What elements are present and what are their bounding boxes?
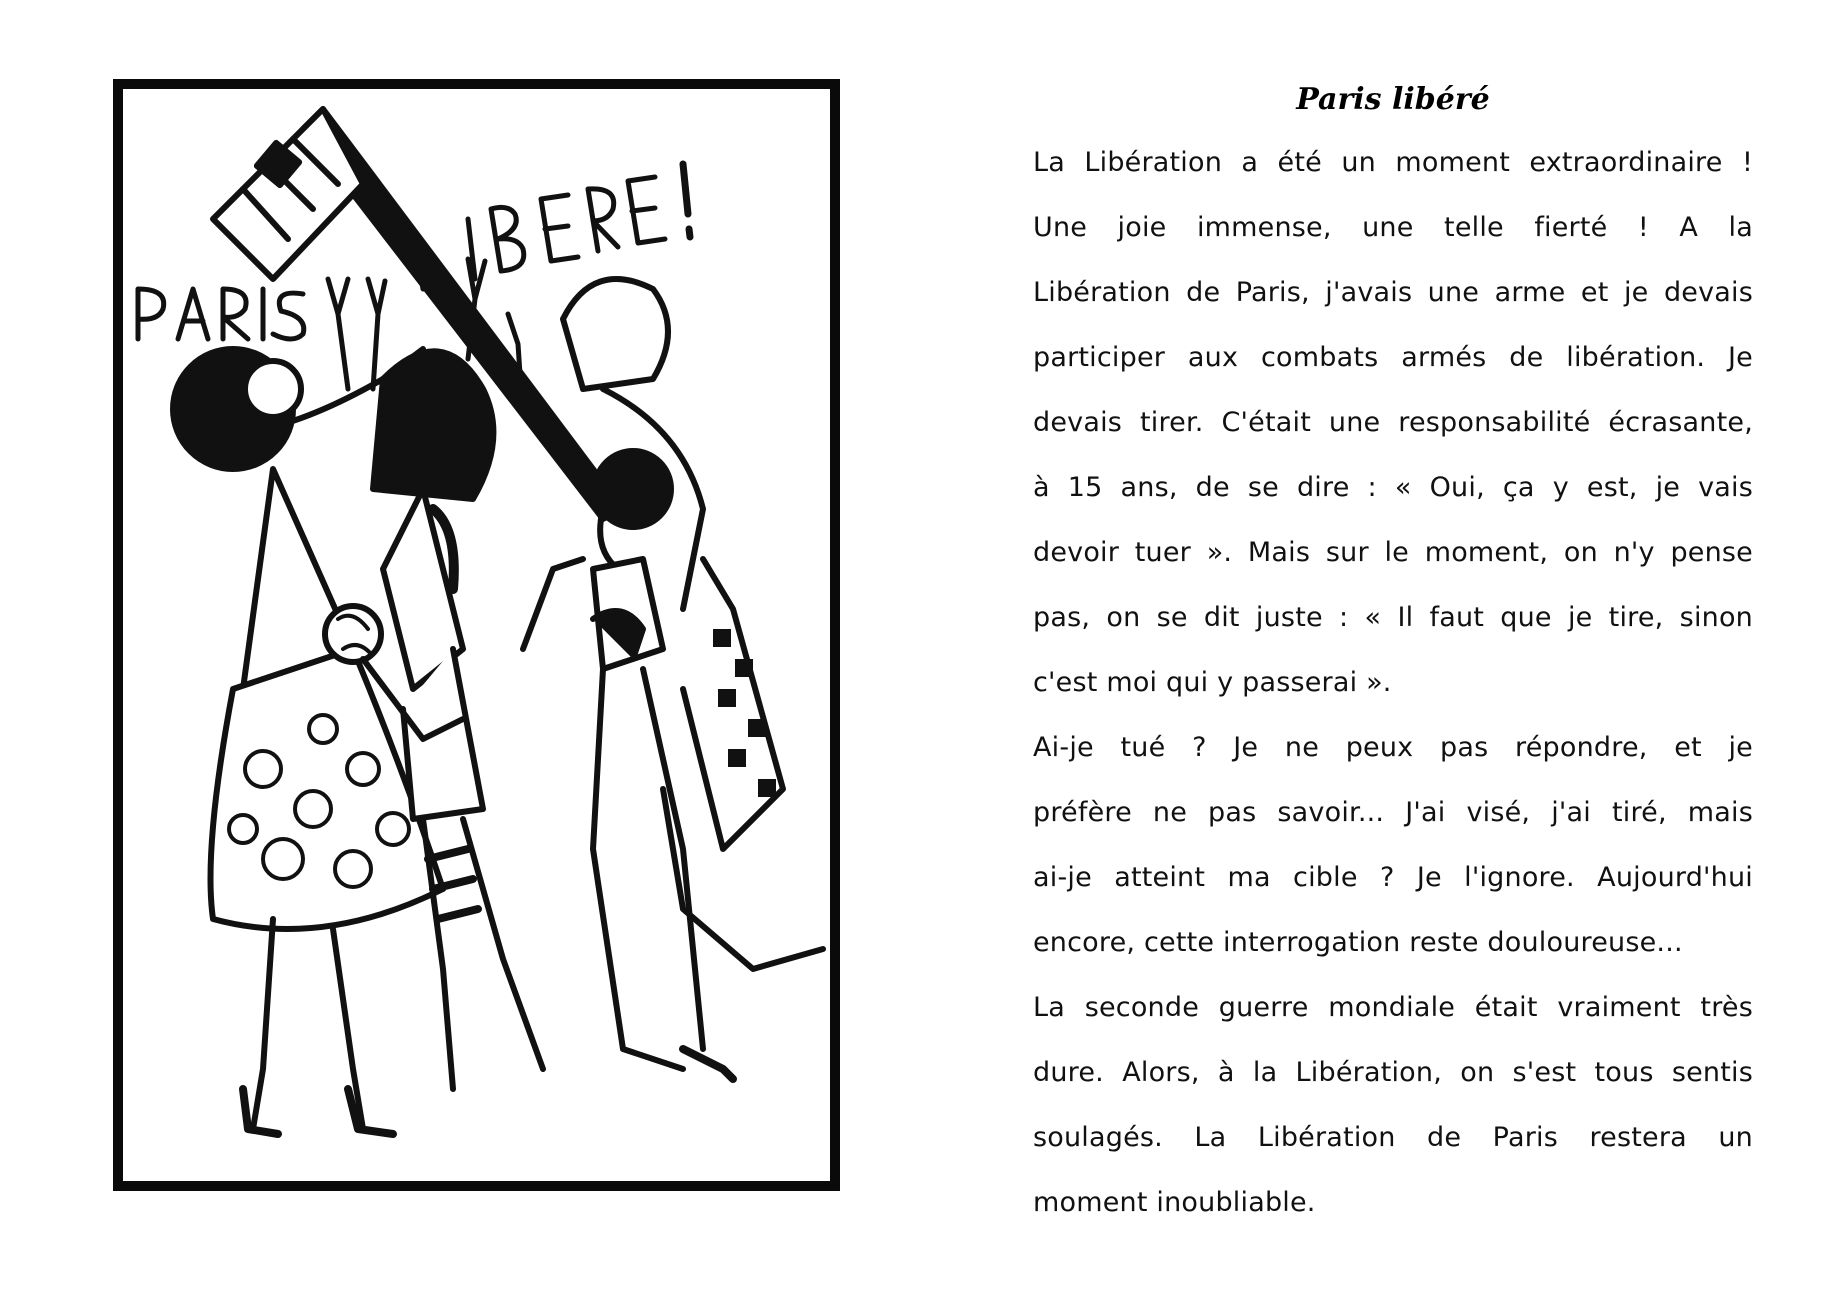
text-line: soulagés. La Libération de Paris restera un [1033, 1122, 1753, 1153]
text-line: devoir tuer ». Mais sur le moment, on n'y pense [1033, 537, 1753, 568]
text-line: moment inoubliable. [1033, 1187, 1316, 1218]
text-line: dure. Alors, à la Libération, on s'est tous sentis [1033, 1057, 1753, 1088]
article [1033, 72, 1753, 1235]
text-line: La seconde guerre mondiale était vraiment très [1033, 992, 1753, 1023]
illustration-frame [113, 79, 840, 1191]
illustration-drawing [123, 89, 830, 1181]
text-line: c'est moi qui y passerai ». [1033, 667, 1392, 698]
paragraph-1 [1033, 130, 1753, 715]
paragraph-3 [1033, 975, 1753, 1235]
text-line: ai-je atteint ma cible ? Je l'ignore. Aujourd'hui [1033, 862, 1753, 893]
text-line: devais tirer. C'était une responsabilité écrasante, [1033, 407, 1753, 438]
text-line: préfère ne pas savoir... J'ai visé, j'ai tiré, mais [1033, 797, 1753, 828]
text-line: La Libération a été un moment extraordinaire ! [1033, 147, 1753, 178]
text-line: à 15 ans, de se dire : « Oui, ça y est, je vais [1033, 472, 1753, 503]
paragraph-2 [1033, 715, 1753, 975]
text-line: pas, on se dit juste : « Il faut que je tire, sinon [1033, 602, 1753, 633]
text-line: Une joie immense, une telle fierté ! A la [1033, 212, 1753, 243]
text-line: Ai-je tué ? Je ne peux pas répondre, et je [1033, 732, 1753, 763]
text-line: participer aux combats armés de libération. Je [1033, 342, 1753, 373]
page-title: Paris libéré [1296, 82, 1490, 117]
text-line: Libération de Paris, j'avais une arme et je devais [1033, 277, 1753, 308]
text-line: encore, cette interrogation reste douloureuse... [1033, 927, 1683, 958]
